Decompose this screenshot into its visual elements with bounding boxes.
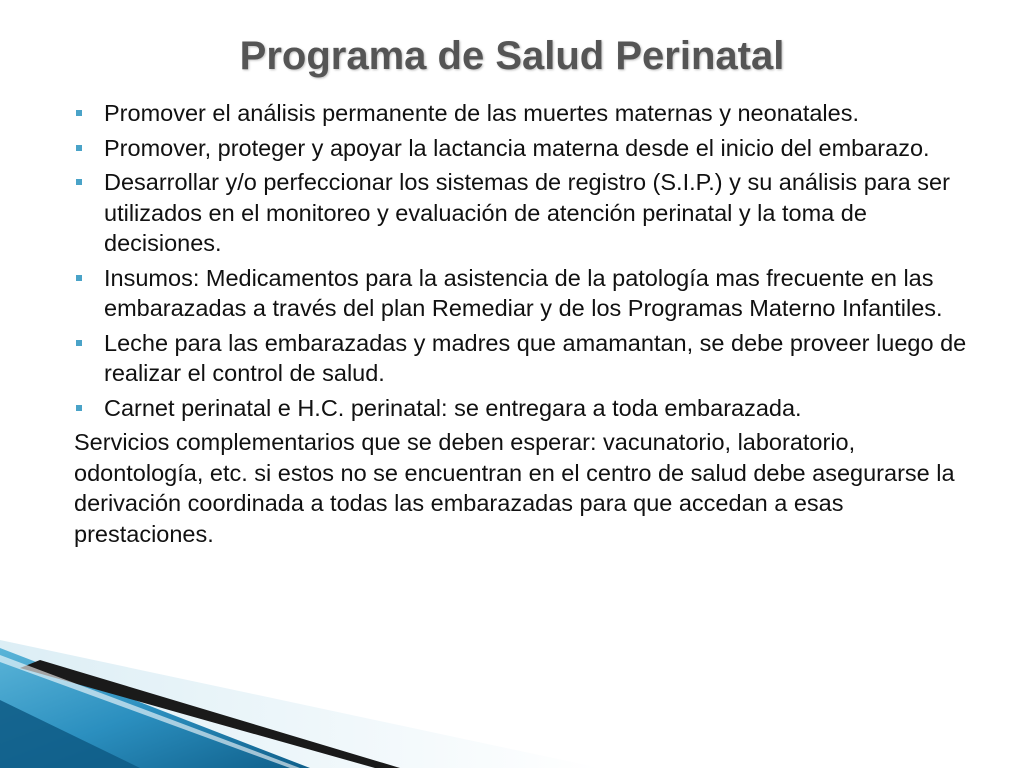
bullet-text: Leche para las embarazadas y madres que amamantan, se debe proveer luego de realizar el control de salud. [104,329,967,386]
bullet-square-icon [76,340,82,346]
bullet-square-icon [76,110,82,116]
bullet-square-icon [76,275,82,281]
bullet-item [74,167,974,259]
bullet-square-icon [76,179,82,185]
bullet-square-icon [76,405,82,411]
bullet-item [74,98,974,129]
slide-body [74,98,974,549]
bullet-text: Promover el análisis permanente de las muertes maternas y neonatales. [104,100,859,126]
bullet-list [74,98,974,423]
bullet-text: Insumos: Medicamentos para la asistencia de la patología mas frecuente en las embarazadas a través del plan Remediar y de los Programas Materno Infantiles. [104,264,943,321]
bullet-text: Carnet perinatal e H.C. perinatal: se entregara a toda embarazada. [104,394,802,421]
bullet-square-icon [76,145,82,151]
bullet-text: Promover, proteger y apoyar la lactancia materna desde el inicio del embarazo. [104,134,930,161]
closing-paragraph: Servicios complementarios que se deben esperar: vacunatorio, laboratorio, odontología, etc. si estos no se encuentran en el centro de salud debe asegurarse la derivación coordinada a todas las embarazadas para que accedan a esas prestaciones. [74,429,955,547]
bullet-item [74,263,974,324]
bullet-item [74,133,974,164]
bullet-text: Desarrollar y/o perfeccionar los sistemas de registro (S.I.P.) y su análisis para ser utilizados en el monitoreo y evaluación de atención perinatal y la toma de decisiones. [104,169,950,256]
slide-title: Programa de Salud Perinatal [239,34,785,78]
bullet-item [74,328,974,389]
bullet-item [74,393,974,424]
